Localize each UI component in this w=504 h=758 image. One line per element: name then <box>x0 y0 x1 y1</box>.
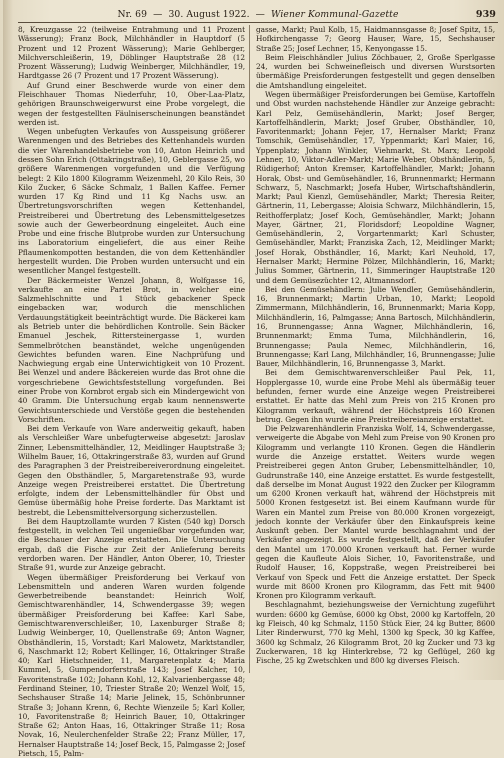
page-header <box>18 4 498 23</box>
paragraph: Wegen übermäßiger Preisforderungen bei Gemüse, Kartoffeln und Obst wurden nachstehende Händler zur Anzeige gebracht: Karl Pelz, Gemüsehändlerin, Markt; Josef Berger, Kartoffelhändlerin, Markt; Josef Gruber, Obsthändler, 10, Favoritenmarkt; Johann Fejer, 17, Hernalser Markt; Franz Tomschik, Gemüsehändler, 17, Yppenmarkt; Karl Maier, 16, Yppenplatz; Johann Winkler, Viehmarkt, St. Marx; Leopold Lehner, 10, Viktor-Adler-Markt; Marie Weber, Obsthändlerin, 5, Rüdigerhof; Anton Kremser, Kartoffelhändler, Markt; Johann Horak, Obst- und Gemüsehändler, 16, Brunnenmarkt; Hermann Schwarz, 5, Naschmarkt; Josefa Huber, Wirtschaftshändlerin, Markt; Paul Kienzl, Gemüsehändler, Markt; Theresia Reiter, Gärtnerin, 11, Lebergasse; Aloisia Schwarz, Milchhändlerin, 15, Reithofferplatz; Josef Koch, Gemüsehändler, Markt; Johann Mayer, Gärtner, 21, Floridsdorf; Leopoldine Wagner, Gemüsehändlerin, 2, Vorgartenmarkt; Karl Schuster, Gemüsehändler, Markt; Franziska Zach, 12, Meidlinger Markt; Josef Horak, Obsthändler, 16, Markt; Karl Neuhold, 17, Hernalser Markt; Hermine Pölzer, Milchhändlerin, 16, Markt; Julius Sommer, Gärtnerin, 11, Simmeringer Hauptstraße 120 und dem Gemüsezüchter 12, Altmannsdorf. <box>256 89 495 285</box>
binding-shadow <box>3 0 13 680</box>
paragraph: Auf Grund einer Beschwerde wurde von einer dem Fleischhauer Thomas Niederfuhr, 10, Ober-Laa-Platz, gehörigen Braunschweigerwurst eine Probe vorgelegt, die wegen der festgestellten Fäulniserscheinungen beanständet werden ist. <box>18 80 245 127</box>
paragraph: Beschlagnahmt, beziehungsweise der Vernichtung zugeführt wurden: 6600 kg Gemüse, 6000 kg Obst, 2000 kg Kartoffeln, 20 kg Fleisch, 40 kg Schmalz, 1150 Stück Eier, 24 kg Butter, 8600 Liter Rinderwurst, 770 kg Mehl, 1300 kg Speck, 30 kg Kaffee, 3600 kg Schmalz, 26 Kilogramm Brot, 20 kg Zucker und 73 kg Zuckerwaren, 18 kg Hinterkrebse, 72 kg Geflügel, 260 kg Fische, 25 kg Zwetschken und 800 kg diverses Fleisch. <box>256 600 495 666</box>
paragraph: Wegen unbefugten Verkaufes von Ausspeisung größerer Warenmengen und des Betriebes des Kettenhandels wurden die vier Warenhandelsbetriebe von 10, Anton Heinrich und dessen Sohn Erich (Ottakringstraße), 10, Geblergasse 25, wo größere Warenmengen vorgefunden und die Verfügung belegt: 2 Kilo 1800 Kilogramm Weizenmehl, 20 Kilo Reis, 30 Kilo Zucker, 6 Säcke Schmalz, 1 Ballen Kaffee. Ferner wurden 17 Kg Rind und 11 Kg Nachs usw. an Übertretungsvorschriften wegen Kettenhandel, Preistreiberei und Übertretung des Lebensmittelgesetzes sowie auch der Gewerbeordnung eingeleitet. Auch eine Probe und eine frische Blutprobe wurden zur Untersuchung ins Laboratorium eingeliefert, die aus einer Reihe Pflaumenkompotten bestanden, die von dem Kettenhändler hergestellt wurden. Die Proben wurden untersucht und ein wesentlicher Mangel festgestellt. <box>18 127 245 276</box>
issue-date: 30. August 1922. <box>168 9 250 20</box>
paragraph: Der Bäckermeister Wenzel Johann, 8, Wolfgasse 16, verkaufte an eine Partei Brot, in welcher eine Salzmehlschnitte und 1 Stück gebackener Speck eingebacken war, wodurch die menschlichen Verdauungstätigkeit beeinträchtigt wurde. Die Bäckerei kam als Betrieb unter die behördlichen Kontrolle. Sein Bäcker Emanuel Jeschek, Rittersteinergasse 1, wurden Semmelbrötchen beanständet, welche ungenügenden Gewichtes befunden waren. Eine Nachprüfung und Nachwiegung ergab eine Unterwichtigkeit von 10 Prozent. Bei Wenzel und andere Bäckereien wurde das Brot ohne die vorgeschriebene Gewichtsfeststellung vorgefunden. Bei einer Probe von Kornbrot ergab sich ein Mindergewicht von 40 Gramm. Die Untersuchung ergab kaum nennenswerte Gewichtsunterschiede und Verstöße gegen die bestehenden Vorschriften. <box>18 275 245 424</box>
header-line <box>18 9 498 20</box>
right-column <box>256 25 495 675</box>
journal-title: Wiener Kommunal-Gazette <box>271 9 399 20</box>
page-number: 939 <box>475 9 496 20</box>
paragraph: Bei dem Verkaufe von Ware anderweitig gekauft, haben als Verschleißer Ware unbefugterweise abgesetzt: Jaroslav Zinner, Lebensmittelhändler, 12, Meidlinger Hauptstraße 3; Wilhelm Bauer, 16, Ottakringerstraße 83, wurden auf Grund des Paragraphen 3 der Preistreibereiverordnung eingeleitet. Gegen den Obsthändler, 5, Margaretenstraße 93, wurde Anzeige wegen Preistreiberei erstattet. Die Übertretung erfolgte, indem der Lebensmittelhändler für Obst und Gemüse übermäßig hohe Preise forderte. Das Marktamt ist bestrebt, die Lebensmittelversorgung sicherzustellen. <box>18 424 245 517</box>
left-column <box>18 25 245 758</box>
column-divider <box>249 25 250 673</box>
header-sep-1: — <box>150 9 166 20</box>
paragraph: 8, Kreuzgasse 22 (teilweise Entrahmung und 11 Prozent Wässerung); Franz Bock, Milchhändler in Hauptdorf (5 Prozent und 12 Prozent Wässerung); Marie Gehlberger, Milchverschleißerin, 19, Döblinger Hauptstraße 28 (12 Prozent Wässerung); Ludwig Weinberger, Milchhändler, 19, Hardtgasse 26 (7 Prozent und 17 Prozent Wässerung). <box>18 25 245 81</box>
paragraph: gasse, Markt; Paul Kolb, 15, Haidmannsgasse 8; Josef Spitz, 15, Hofkirchengasse 7; Georg Hauser, Ware, 15, Sechshauser Straße 25; Josef Lechner, 15, Kenyongasse 15. <box>256 25 495 53</box>
paragraph: Die Pelzwarenhändlerin Franziska Wolf, 14, Schwendergasse, verweigerte die Abgabe von Mehl zum Preise von 90 Kronen pro Kilogramm und verlangte 110 Kronen. Gegen die Händlerin wurde die Anzeige erstattet. Weiters wurde wegen Preistreiberei gegen Anton Gruber, Lebensmittelhändler, 10, Gudrunstraße 140, eine Anzeige erstattet. Es wurde festgestellt, daß derselbe im Monat August 1922 den Zucker per Kilogramm um 6200 Kronen verkauft hat, während der Höchstpreis mit 5000 Kronen festgesetzt ist. Bei einem Kaufmann wurde für Waren ein Mantel zum Preise von 80.000 Kronen vorgezeigt, jedoch konnte der Verkäufer über den Einkaufspreis keine Auskunft geben. Der Mantel wurde beschlagnahmt und der Verkäufer angezeigt. Es wurde festgestellt, daß der Verkäufer den Mantel um 170.000 Kronen verkauft hat. Ferner wurde gegen die Kaufleute Alois Sicher, 10, Favoritenstraße, und Rudolf Hauser, 16, Koppstraße, wegen Preistreiberei bei Verkauf von Speck und Fett die Anzeige erstattet. Der Speck wurde mit 8600 Kronen pro Kilogramm, das Fett mit 9400 Kronen pro Kilogramm verkauft. <box>256 424 495 601</box>
issue-number: Nr. 69 <box>117 9 148 20</box>
paragraph: Bei dem Hauptzollamte wurden 7 Kisten (540 kg) Dorsch festgestellt, in welchen Teil ungenießbar vorgefunden war, die Beschauer der Anzeige erstatteten. Die Untersuchung ergab, daß die Fische zur Zeit der Anlieferung bereits verdorben waren. Der Händler, Anton Oberer, 10, Triester Straße 91, wurde zur Anzeige gebracht. <box>18 516 245 573</box>
paragraph: Wegen übermäßiger Preisforderung bei Verkauf von Lebensmitteln und anderen Waren wurden folgende Gewerbetreibende beanstandet: Heinrich Wolf, Gemischtwarenhändler, 14, Schwendergasse 39; wegen übermäßiger Preisforderung bei Kaffee: Karl Sabe, Gemischtwarenverschleißer, 10, Laxenburger Straße 8; Ludwig Weinberger, 10, Quellenstraße 69; Anton Wagner, Obsthändlerin, 15, Vorstadt; Karl Malowetz, Marktstandler, 6, Naschmarkt 12; Robert Kellinger, 16, Ottakringer Straße 40; Karl Hietschneider, 11, Margaretenplatz 4; Maria Kummel, 5, Gumpendorferstraße 143; Josef Kalcher, 10, Favoritenstraße 102; Johann Kohl, 12, Kalvarienbergasse 48; Ferdinand Steiner, 10, Triester Straße 20; Wenzel Wolf, 15, Sechshauser Straße 14; Marie Jelinek, 15, Schönbrunner Straße 3; Johann Krenn, 6, Rechte Wienzeile 5; Karl Koller, 10, Favoritenstraße 8; Heinrich Bauer, 10, Ottakringer Straße 62; Anton Haas, 16, Ottakringer Straße 11; Rosa Novak, 16, Neulerchenfelder Straße 22; Franz Müller, 17, Hernalser Hauptstraße 14; Josef Beck, 15, Palmgasse 2; Josef Pietsch, 15, Palm- <box>18 572 245 758</box>
header-sep-2: — <box>252 9 268 20</box>
paragraph: Bei den Gemüsehändlern: Julie Wendler, Gemüsehändlerin, 16, Brunnenmarkt; Martin Urban, 10, Markt; Leopold Zimmermann, Milchhändlerin, 16, Brunnenmarkt; Maria Kopp, Milchhändlerin, 16, Palmgasse; Anna Bartosch, Milchhändlerin, 16, Brunnengasse; Anna Wagner, Milchhändlerin, 16, Brunnenmarkt; Emma Tuma, Milchhändlerin, 16, Brunnengasse; Paula Nemec, Milchhändlerin, 16, Brunnengasse; Karl Lang, Milchhändler, 16, Brunnengasse; Julie Bauer, Milchhändlerin, 16, Brunnengasse 3, Markt. <box>256 284 495 369</box>
paragraph: Beim Fleischhändler Julius Zöchbauer, 2, Große Sperlgasse 24, wurden bei Schweinefleisch und diversen Wurstsorten übermäßige Preisforderungen festgestellt und gegen denselben die Amtshandlung eingeleitet. <box>256 52 495 90</box>
paragraph: Bei dem Gemischtwarenverschleißer Paul Pek, 11, Hopplergasse 10, wurde eine Probe Mehl als übermäßig teuer befunden, ferner wurde eine Anzeige wegen Preistreiberei erstattet. Er hatte das Mehl zum Preis von 215 Kronen pro Kilogramm verkauft, während der Höchstpreis 160 Kronen betrug. Gegen ihn wurde eine Preistreibereianzeige erstattet. <box>256 368 495 424</box>
